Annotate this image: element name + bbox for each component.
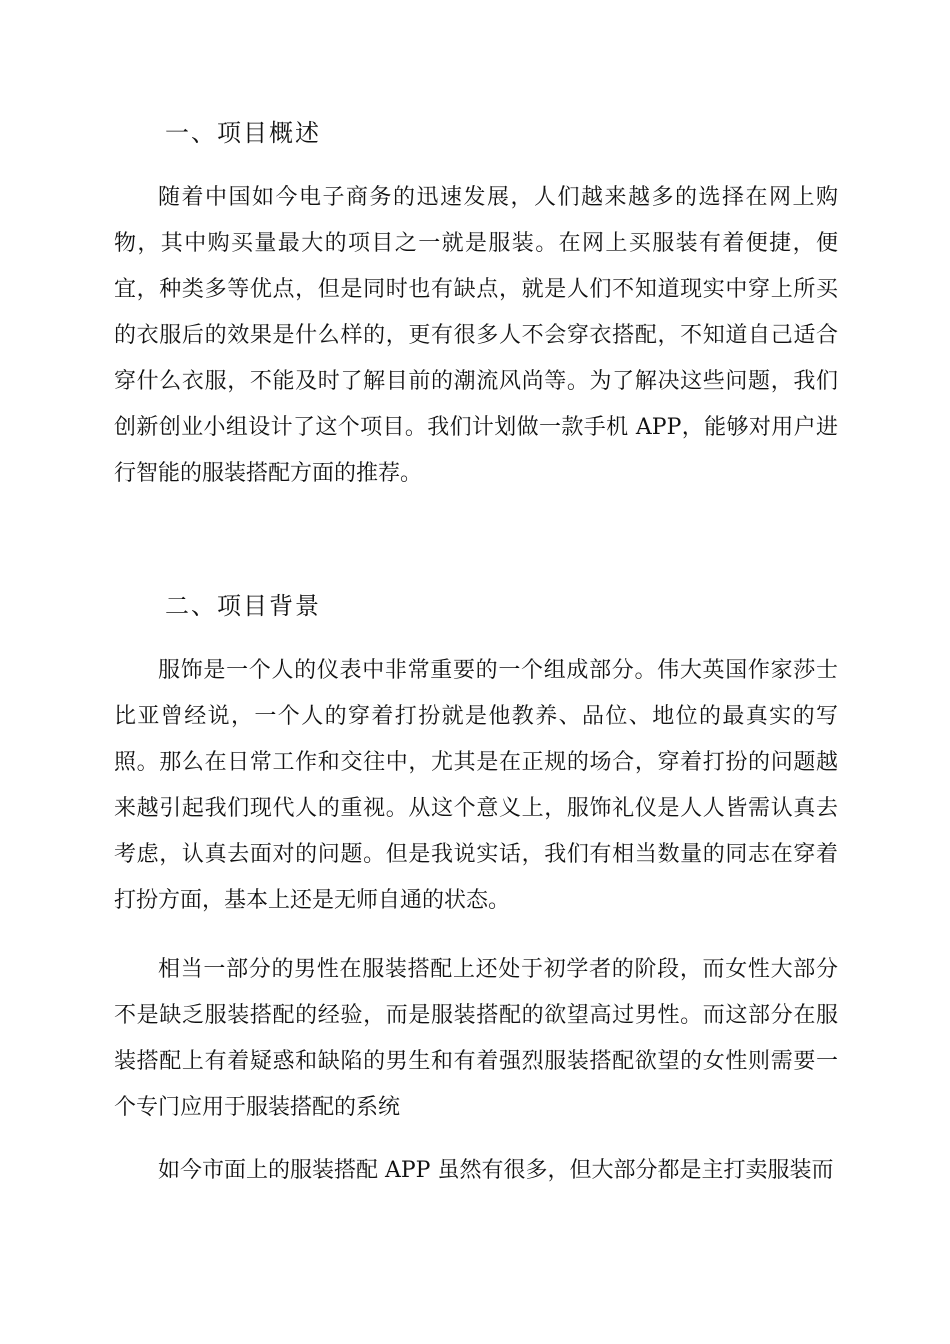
background-paragraph-2: 相当一部分的男性在服装搭配上还处于初学者的阶段，而女性大部分不是缺乏服装搭配的经验，而是服装搭配的欲望高过男性。而这部分在服装搭配上有着疑惑和缺陷的男生和有着强烈服装搭配欲望的女性则需要一个专门应用于服装搭配的系统	[114, 957, 838, 1120]
background-paragraph-1: 服饰是一个人的仪表中非常重要的一个组成部分。伟大英国作家莎士比亚曾经说，一个人的穿着打扮就是他教养、品位、地位的最真实的写照。那么在日常工作和交往中，尤其是在正规的场合，穿着打扮的问题越来越引起我们现代人的重视。从这个意义上，服饰礼仪是人人皆需认真去考虑，认真去面对的问题。但是我说实话，我们有相当数量的同志在穿着打扮方面，基本上还是无师自通的状态。	[114, 658, 838, 913]
overview-paragraph: 随着中国如今电子商务的迅速发展，人们越来越多的选择在网上购物，其中购买量最大的项目之一就是服装。在网上买服装有着便捷，便宜，种类多等优点，但是同时也有缺点，就是人们不知道现实中穿上所买的衣服后的效果是什么样的，更有很多人不会穿衣搭配，不知道自己适合穿什么衣服，不能及时了解目前的潮流风尚等。为了解决这些问题，我们创新创业小组设计了这个项目。我们计划做一款手机 APP，能够对用户进行智能的服装搭配方面的推荐。	[114, 185, 838, 486]
background-paragraph-3: 如今市面上的服装搭配 APP 虽然有很多，但大部分都是主打卖服装而	[158, 1158, 834, 1183]
section-heading-overview: 一、项目概述	[165, 119, 321, 147]
section-heading-background: 二、项目背景	[165, 592, 321, 620]
